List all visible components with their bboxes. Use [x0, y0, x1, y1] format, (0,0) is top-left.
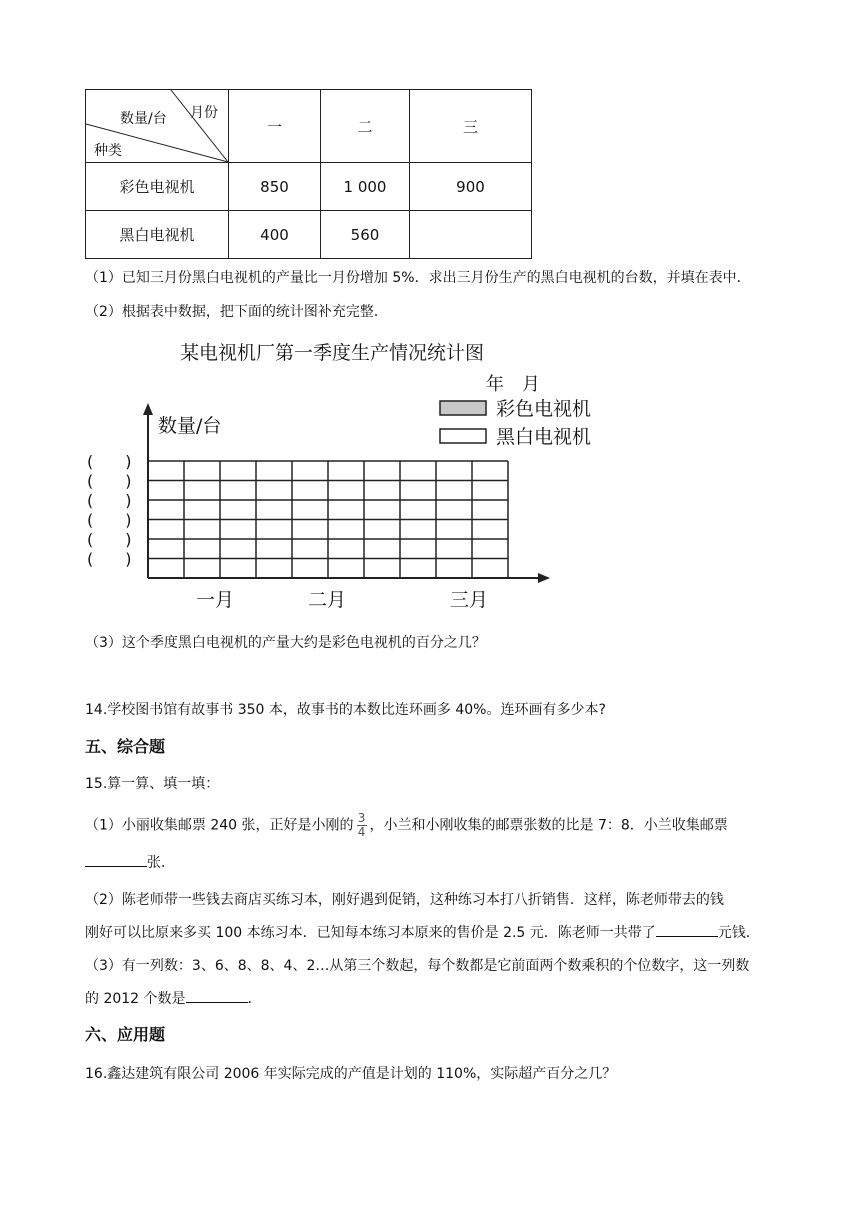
- y-tick-blank: ( ): [87, 549, 132, 569]
- answer-blank[interactable]: [85, 852, 147, 867]
- table-cell[interactable]: [410, 211, 532, 259]
- fraction-three-quarters: [357, 812, 367, 839]
- q15-part1-text-b: ，小兰和小刚收集的邮票张数的比是 7：8．小兰收集邮票: [369, 817, 728, 834]
- legend-swatch: [440, 401, 486, 415]
- table-row: [86, 211, 532, 259]
- month-header: 一: [229, 90, 321, 163]
- q15-part2-text-b: 刚好可以比原来多买 100 本练习本．已知每本练习本原来的售价是 2.5 元．陈老师一共带了: [85, 925, 656, 941]
- section-6-heading: 六、应用题: [85, 1025, 166, 1044]
- table-row: [86, 163, 532, 211]
- month-header: 三: [410, 90, 532, 163]
- production-table: [85, 89, 532, 259]
- corner-quantity-label: 数量/台: [120, 111, 167, 127]
- answer-blank[interactable]: [186, 988, 248, 1003]
- x-tick-label: 三月: [450, 589, 489, 611]
- q13-part1: （1）已知三月份黑白电视机的产量比一月份增加 5%．求出三月份生产的黑白电视机的台数，并填在表中．: [85, 270, 751, 286]
- y-tick-blank: ( ): [87, 452, 132, 471]
- section-5-heading: 五、综合题: [85, 737, 166, 756]
- q15-part2-line1: （2）陈老师带一些钱去商店买练习本，刚好遇到促销，这种练习本打八折销售．这样，陈老师带去的钱: [85, 892, 724, 908]
- y-tick-blank: ( ): [87, 510, 132, 530]
- q15-part3-text-c: ．: [247, 991, 262, 1007]
- table-corner-cell: [86, 90, 229, 163]
- row-label: 黑白电视机: [86, 211, 229, 259]
- q15-part2-text-c: 元钱．: [717, 925, 760, 941]
- legend-swatch: [440, 429, 486, 443]
- fraction-denominator: 4: [357, 825, 366, 839]
- corner-type-label: 种类: [94, 143, 122, 159]
- q15-part1-text-a: （1）小丽收集邮票 240 张，正好是小刚的: [85, 817, 354, 834]
- q15-part3-line1: （3）有一列数：3、6、8、8、4、2…从第三个数起，每个数都是它前面两个数乘积的个位数字，这一列数: [85, 958, 750, 974]
- table-cell: 900: [410, 163, 532, 211]
- month-header: 二: [321, 90, 410, 163]
- q13-part2: （2）根据表中数据，把下面的统计图补充完整．: [85, 304, 388, 320]
- x-tick-label: 一月: [196, 589, 235, 611]
- corner-month-label: 月份: [190, 105, 218, 121]
- table-cell: 400: [229, 211, 321, 259]
- x-tick-label: 二月: [308, 589, 347, 611]
- q15-intro: 15.算一算、填一填：: [85, 776, 220, 792]
- legend-label: 彩色电视机: [496, 398, 592, 420]
- table-cell: 1 000: [321, 163, 410, 211]
- y-tick-blank: ( ): [87, 471, 132, 491]
- q14-text: 14.学校图书馆有故事书 350 本，故事书的本数比连环画多 40%。连环画有多少本?: [85, 702, 606, 718]
- y-axis-label: 数量/台: [158, 415, 222, 437]
- y-tick-blank: ( ): [87, 491, 132, 510]
- fraction-numerator: 3: [357, 811, 366, 825]
- q15-part1-text-c: 张．: [147, 855, 175, 871]
- q15-part2-line2: [85, 922, 760, 943]
- answer-blank[interactable]: [656, 922, 718, 937]
- y-axis-arrow-icon: [143, 403, 153, 415]
- row-label: 彩色电视机: [86, 163, 229, 211]
- legend-label: 黑白电视机: [496, 426, 592, 448]
- q15-part1-line2: [85, 852, 175, 873]
- q13-part3: （3）这个季度黑白电视机的产量大约是彩色电视机的百分之几？: [85, 635, 486, 651]
- q15-part3-text-b: 的 2012 个数是: [85, 991, 186, 1007]
- q15-part1: [85, 812, 728, 839]
- y-tick-blank: ( ): [87, 530, 132, 549]
- q15-part3-line2: [85, 988, 262, 1009]
- bar-chart: [80, 385, 592, 615]
- table-cell: 560: [321, 211, 410, 259]
- q16-text: 16.鑫达建筑有限公司 2006 年实际完成的产值是计划的 110%，实际超产百分之几？: [85, 1066, 617, 1082]
- chart-title: 某电视机厂第一季度生产情况统计图: [180, 342, 485, 364]
- table-cell: 850: [229, 163, 321, 211]
- x-axis-arrow-icon: [538, 573, 550, 583]
- chart-date-line: 年 月: [486, 374, 540, 395]
